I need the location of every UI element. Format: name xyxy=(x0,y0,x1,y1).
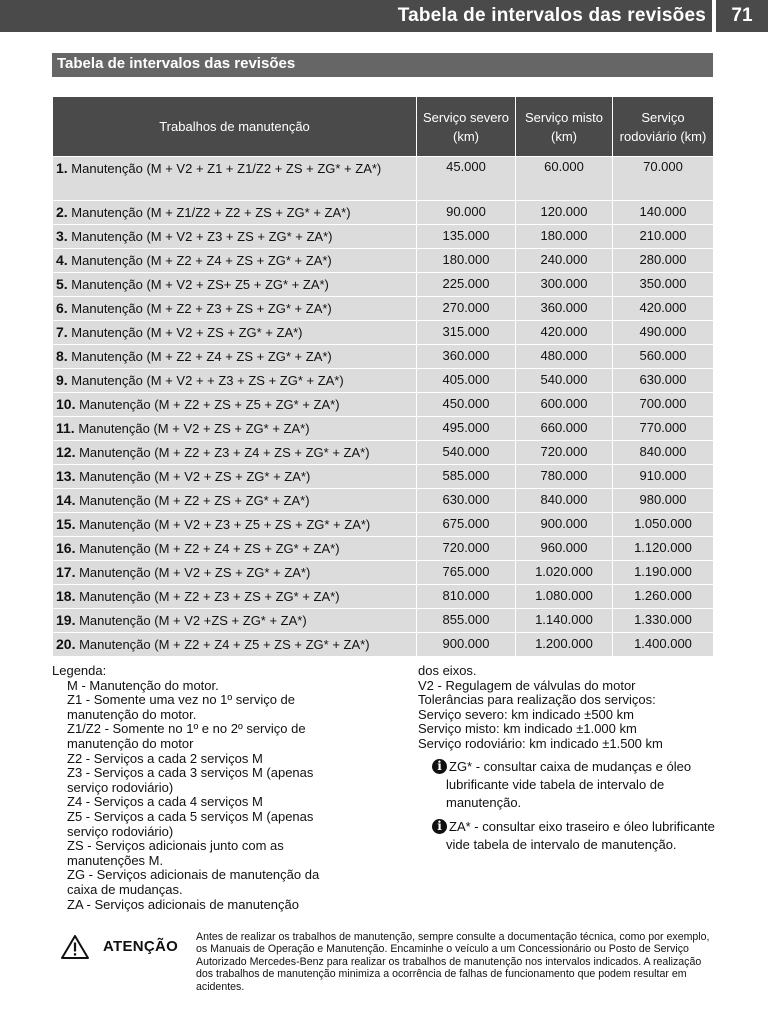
table-row xyxy=(53,537,714,561)
km-misto: 1.200.000 xyxy=(516,633,613,657)
maintenance-work: Manutenção (M + Z1/Z2 + Z2 + ZS + ZG* + ZA*) xyxy=(67,205,351,220)
maintenance-description xyxy=(53,489,417,513)
km-misto: 900.000 xyxy=(516,513,613,537)
maintenance-work: Manutenção (M + Z2 + ZS + ZG* + ZA*) xyxy=(75,493,310,508)
legend-line: Serviço severo: km indicado ±500 km xyxy=(418,706,634,722)
km-misto: 1.140.000 xyxy=(516,609,613,633)
km-severo: 360.000 xyxy=(417,345,516,369)
maintenance-ordinal: 9. xyxy=(56,372,68,388)
km-severo: 585.000 xyxy=(417,465,516,489)
maintenance-ordinal: 19. xyxy=(56,612,76,628)
km-rodoviario: 1.190.000 xyxy=(613,561,714,585)
legend-title: Legenda: xyxy=(52,663,107,678)
legend-item: Z3 - Serviços a cada 3 serviços M (apenas serviço rodoviário) xyxy=(67,765,314,795)
maintenance-description xyxy=(53,345,417,369)
legend-item: ZA - Serviços adicionais de manutenção xyxy=(67,896,299,912)
page-number: 71 xyxy=(731,5,753,26)
legend-note xyxy=(418,758,718,812)
km-misto: 600.000 xyxy=(516,393,613,417)
maintenance-ordinal: 18. xyxy=(56,588,76,604)
km-severo: 405.000 xyxy=(417,369,516,393)
maintenance-description xyxy=(53,249,417,273)
km-misto: 1.020.000 xyxy=(516,561,613,585)
maintenance-ordinal: 16. xyxy=(56,540,76,556)
maintenance-ordinal: 13. xyxy=(56,468,76,484)
maintenance-work: Manutenção (M + V2 + Z1 + Z1/Z2 + ZS + ZG* + ZA*) xyxy=(67,161,382,176)
legend-line: V2 - Regulagem de válvulas do motor xyxy=(418,677,636,693)
km-rodoviario: 1.120.000 xyxy=(613,537,714,561)
km-rodoviario: 280.000 xyxy=(613,249,714,273)
km-misto: 840.000 xyxy=(516,489,613,513)
column-header-severo: Serviço severo (km) xyxy=(417,97,516,157)
column-header-misto: Serviço misto (km) xyxy=(516,97,613,157)
table-row xyxy=(53,489,714,513)
km-rodoviario: 700.000 xyxy=(613,393,714,417)
km-severo: 90.000 xyxy=(417,201,516,225)
km-misto: 300.000 xyxy=(516,273,613,297)
km-misto: 540.000 xyxy=(516,369,613,393)
legend-item: Z1 - Somente uma vez no 1º serviço de manutenção do motor. xyxy=(67,692,296,722)
maintenance-description xyxy=(53,225,417,249)
legend-item: Z1/Z2 - Somente no 1º e no 2º serviço de manutenção do motor xyxy=(67,721,306,751)
legend-right-lines xyxy=(418,664,718,752)
maintenance-work: Manutenção (M + V2 + ZS + ZG* + ZA*) xyxy=(75,469,311,484)
km-rodoviario: 560.000 xyxy=(613,345,714,369)
maintenance-work: Manutenção (M + V2 + ZS+ Z5 + ZG* + ZA*) xyxy=(67,277,329,292)
maintenance-work: Manutenção (M + V2 + ZS + ZG* + ZA*) xyxy=(74,421,310,436)
km-rodoviario: 980.000 xyxy=(613,489,714,513)
table-row xyxy=(53,201,714,225)
maintenance-description xyxy=(53,393,417,417)
km-severo: 180.000 xyxy=(417,249,516,273)
km-severo: 720.000 xyxy=(417,537,516,561)
maintenance-ordinal: 10. xyxy=(56,396,76,412)
legend-line: Serviço rodoviário: km indicado ±1.500 km xyxy=(418,735,663,751)
km-rodoviario: 140.000 xyxy=(613,201,714,225)
table-row xyxy=(53,561,714,585)
table-row xyxy=(53,345,714,369)
km-rodoviario: 840.000 xyxy=(613,441,714,465)
table-row xyxy=(53,157,714,201)
maintenance-work: Manutenção (M + Z2 + Z3 + Z4 + ZS + ZG* + ZA*) xyxy=(75,445,370,460)
km-rodoviario: 210.000 xyxy=(613,225,714,249)
legend xyxy=(52,664,352,912)
maintenance-description xyxy=(53,609,417,633)
column-header-work: Trabalhos de manutenção xyxy=(53,97,417,157)
km-misto: 360.000 xyxy=(516,297,613,321)
warning-text: Antes de realizar os trabalhos de manutenção, sempre consulte a documentação técnica, como por exemplo, os Manuais de Operação e Manutenção. Encaminhe o veículo a um Concessionário ou Posto de Serviço Autorizado Mercedes-Benz para realizar os trabalhos de manutenção nos intervalos indicados. A realização dos trabalhos de manutenção minimiza a ocorrência de falhas de funcionamento que podem resultar em acidentes. xyxy=(196,931,710,993)
maintenance-work: Manutenção (M + V2 + Z3 + ZS + ZG* + ZA*) xyxy=(67,229,333,244)
note-text: ZA* - consultar eixo traseiro e óleo lubrificante vide tabela de intervalo de manutenção. xyxy=(446,818,715,852)
maintenance-interval-table xyxy=(52,96,714,657)
km-rodoviario: 490.000 xyxy=(613,321,714,345)
maintenance-ordinal: 11. xyxy=(56,420,75,436)
km-severo: 810.000 xyxy=(417,585,516,609)
maintenance-work: Manutenção (M + V2 + ZS + ZG* + ZA*) xyxy=(67,325,303,340)
table-row xyxy=(53,297,714,321)
maintenance-description xyxy=(53,297,417,321)
km-severo: 855.000 xyxy=(417,609,516,633)
info-icon: i xyxy=(432,819,447,834)
km-rodoviario: 630.000 xyxy=(613,369,714,393)
table-row xyxy=(53,633,714,657)
table-row xyxy=(53,441,714,465)
maintenance-description xyxy=(53,465,417,489)
km-misto: 660.000 xyxy=(516,417,613,441)
maintenance-ordinal: 4. xyxy=(56,252,68,268)
warning-triangle-icon xyxy=(60,934,90,960)
maintenance-work: Manutenção (M + V2 + Z3 + Z5 + ZS + ZG* + ZA*) xyxy=(75,517,371,532)
maintenance-description xyxy=(53,321,417,345)
legend-item: M - Manutenção do motor. xyxy=(67,677,219,693)
legend-item: ZG - Serviços adicionais de manutenção da caixa de mudanças. xyxy=(67,867,320,897)
table-row xyxy=(53,249,714,273)
maintenance-work: Manutenção (M + Z2 + Z4 + ZS + ZG* + ZA*) xyxy=(75,541,340,556)
maintenance-ordinal: 20. xyxy=(56,636,76,652)
km-rodoviario: 910.000 xyxy=(613,465,714,489)
km-misto: 120.000 xyxy=(516,201,613,225)
legend-item: ZS - Serviços adicionais junto com as manutenções M. xyxy=(67,838,284,868)
km-rodoviario: 770.000 xyxy=(613,417,714,441)
km-severo: 45.000 xyxy=(417,157,516,201)
maintenance-ordinal: 12. xyxy=(56,444,76,460)
table-row xyxy=(53,513,714,537)
km-severo: 630.000 xyxy=(417,489,516,513)
note-text: ZG* - consultar caixa de mudanças e óleo lubrificante vide tabela de intervalo de manutenção. xyxy=(446,758,692,810)
maintenance-description xyxy=(53,201,417,225)
maintenance-ordinal: 17. xyxy=(56,564,76,580)
km-severo: 765.000 xyxy=(417,561,516,585)
maintenance-ordinal: 3. xyxy=(56,228,68,244)
table-row xyxy=(53,465,714,489)
km-misto: 960.000 xyxy=(516,537,613,561)
maintenance-work: Manutenção (M + V2 + + Z3 + ZS + ZG* + ZA*) xyxy=(67,373,344,388)
km-severo: 675.000 xyxy=(417,513,516,537)
table-header-row xyxy=(53,97,714,157)
km-rodoviario: 1.050.000 xyxy=(613,513,714,537)
maintenance-work: Manutenção (M + Z2 + Z3 + ZS + ZG* + ZA*) xyxy=(67,301,332,316)
maintenance-description xyxy=(53,585,417,609)
maintenance-description xyxy=(53,417,417,441)
km-severo: 225.000 xyxy=(417,273,516,297)
km-rodoviario: 350.000 xyxy=(613,273,714,297)
km-misto: 720.000 xyxy=(516,441,613,465)
page-header xyxy=(0,0,768,32)
maintenance-description xyxy=(53,537,417,561)
maintenance-ordinal: 2. xyxy=(56,204,68,220)
legend-line: dos eixos. xyxy=(418,663,477,678)
maintenance-work: Manutenção (M + V2 + ZS + ZG* + ZA*) xyxy=(75,565,311,580)
legend-notes xyxy=(418,758,718,854)
maintenance-ordinal: 1. xyxy=(56,160,68,176)
maintenance-description xyxy=(53,513,417,537)
info-icon: i xyxy=(432,759,447,774)
table-row xyxy=(53,321,714,345)
maintenance-ordinal: 5. xyxy=(56,276,68,292)
table-row xyxy=(53,369,714,393)
km-misto: 180.000 xyxy=(516,225,613,249)
legend-note xyxy=(418,818,718,854)
section-title: Tabela de intervalos das revisões xyxy=(52,53,713,77)
legend-item: Z2 - Serviços a cada 2 serviços M xyxy=(67,750,263,766)
legend-item: Z5 - Serviços a cada 5 serviços M (apenas serviço rodoviário) xyxy=(67,808,314,839)
km-rodoviario: 1.260.000 xyxy=(613,585,714,609)
table-row xyxy=(53,273,714,297)
maintenance-work: Manutenção (M + Z2 + Z3 + ZS + ZG* + ZA*) xyxy=(75,589,340,604)
table-row xyxy=(53,417,714,441)
km-misto: 420.000 xyxy=(516,321,613,345)
maintenance-description xyxy=(53,369,417,393)
maintenance-description xyxy=(53,273,417,297)
km-rodoviario: 70.000 xyxy=(613,157,714,201)
km-misto: 60.000 xyxy=(516,157,613,201)
maintenance-description xyxy=(53,441,417,465)
legend-item: Z4 - Serviços a cada 4 serviços M xyxy=(67,794,263,810)
maintenance-description xyxy=(53,157,417,201)
km-rodoviario: 420.000 xyxy=(613,297,714,321)
table-body xyxy=(53,157,714,657)
maintenance-description xyxy=(53,561,417,585)
legend-line: Tolerâncias para realização dos serviços: xyxy=(418,692,656,708)
legend-items xyxy=(52,679,352,913)
table-row xyxy=(53,609,714,633)
km-severo: 450.000 xyxy=(417,393,516,417)
header-title: Tabela de intervalos das revisões xyxy=(397,5,706,26)
maintenance-ordinal: 8. xyxy=(56,348,68,364)
legend-line: Serviço misto: km indicado ±1.000 km xyxy=(418,721,637,737)
table-row xyxy=(53,585,714,609)
km-misto: 480.000 xyxy=(516,345,613,369)
km-misto: 780.000 xyxy=(516,465,613,489)
table-row xyxy=(53,393,714,417)
legend-continued xyxy=(418,664,718,854)
warning-label: ATENÇÃO xyxy=(103,938,179,955)
km-severo: 540.000 xyxy=(417,441,516,465)
km-severo: 315.000 xyxy=(417,321,516,345)
maintenance-ordinal: 6. xyxy=(56,300,68,316)
maintenance-work: Manutenção (M + Z2 + Z4 + ZS + ZG* + ZA*) xyxy=(67,349,332,364)
km-misto: 1.080.000 xyxy=(516,585,613,609)
maintenance-ordinal: 15. xyxy=(56,516,76,532)
maintenance-description xyxy=(53,633,417,657)
maintenance-work: Manutenção (M + Z2 + Z4 + ZS + ZG* + ZA*) xyxy=(67,253,332,268)
km-severo: 900.000 xyxy=(417,633,516,657)
km-severo: 495.000 xyxy=(417,417,516,441)
maintenance-ordinal: 14. xyxy=(56,492,76,508)
maintenance-work: Manutenção (M + V2 +ZS + ZG* + ZA*) xyxy=(75,613,307,628)
maintenance-ordinal: 7. xyxy=(56,324,68,340)
km-rodoviario: 1.330.000 xyxy=(613,609,714,633)
column-header-rodoviario: Serviço rodoviário (km) xyxy=(613,97,714,157)
km-misto: 240.000 xyxy=(516,249,613,273)
maintenance-work: Manutenção (M + Z2 + ZS + Z5 + ZG* + ZA*) xyxy=(75,397,340,412)
km-severo: 135.000 xyxy=(417,225,516,249)
km-rodoviario: 1.400.000 xyxy=(613,633,714,657)
table-row xyxy=(53,225,714,249)
km-severo: 270.000 xyxy=(417,297,516,321)
maintenance-work: Manutenção (M + Z2 + Z4 + Z5 + ZS + ZG* + ZA*) xyxy=(75,637,370,652)
